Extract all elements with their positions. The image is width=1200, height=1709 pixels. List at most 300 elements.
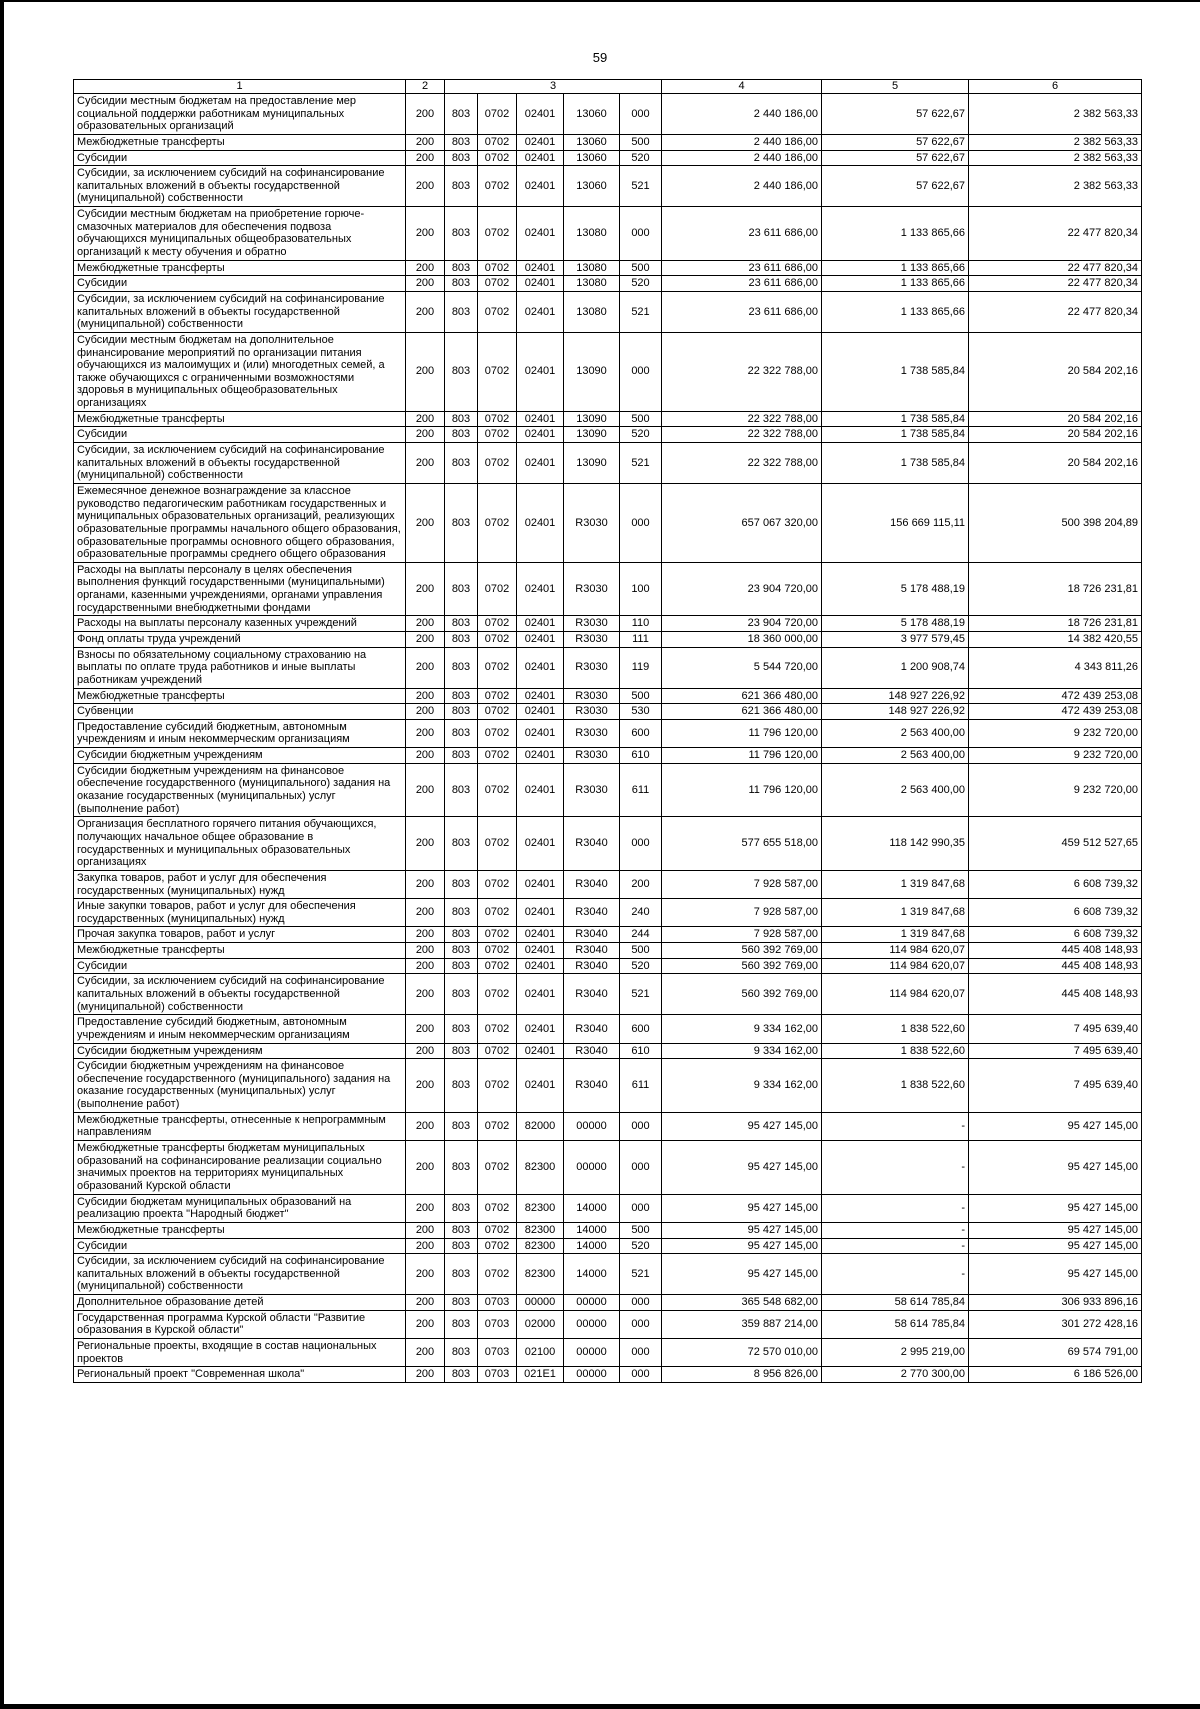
expense-type-code: 000 (620, 1112, 662, 1140)
expense-type-code: 521 (620, 974, 662, 1015)
row-name: Фонд оплаты труда учреждений (74, 631, 406, 647)
section-code: 803 (445, 94, 478, 135)
table-row (74, 974, 1142, 1015)
expense-type-code: 611 (620, 1059, 662, 1113)
remaining-amount: 7 495 639,40 (969, 1059, 1142, 1113)
approved-amount: 621 366 480,00 (662, 688, 822, 704)
remaining-amount: 472 439 253,08 (969, 704, 1142, 720)
approved-amount: 577 655 518,00 (662, 817, 822, 871)
expense-type-code: 000 (620, 1310, 662, 1338)
approved-amount: 560 392 769,00 (662, 943, 822, 959)
program-code: 02401 (517, 94, 564, 135)
column-header-5: 5 (822, 80, 969, 94)
section-code: 803 (445, 631, 478, 647)
table-row (74, 1238, 1142, 1254)
expense-type-code: 530 (620, 704, 662, 720)
admin-code: 200 (406, 1295, 445, 1311)
admin-code: 200 (406, 1059, 445, 1113)
direction-code: 00000 (564, 1367, 620, 1383)
expense-type-code: 500 (620, 1222, 662, 1238)
approved-amount: 2 440 186,00 (662, 94, 822, 135)
admin-code: 200 (406, 1222, 445, 1238)
executed-amount: 2 770 300,00 (822, 1367, 969, 1383)
row-name: Межбюджетные трансферты (74, 943, 406, 959)
row-name: Субсидии бюджетным учреждениям на финансовое обеспечение государственного (муниципального) задания на оказание государственных (муниципальных) услуг (выполнение работ) (74, 763, 406, 817)
subsection-code: 0702 (478, 688, 517, 704)
remaining-amount: 2 382 563,33 (969, 166, 1142, 207)
admin-code: 200 (406, 134, 445, 150)
table-row (74, 631, 1142, 647)
program-code: 02401 (517, 207, 564, 261)
section-code: 803 (445, 1254, 478, 1295)
table-row (74, 763, 1142, 817)
program-code: 02401 (517, 291, 564, 332)
scan-border-left (0, 0, 4, 1709)
section-code: 803 (445, 1295, 478, 1311)
row-name: Ежемесячное денежное вознаграждение за классное руководство педагогическим работникам государственных и муниципальных образовательных организаций, реализующих образовательные программы начального общего образования, образовательные программы основного общего образования, образовательные программы среднего общего образования (74, 483, 406, 562)
row-name: Иные закупки товаров, работ и услуг для обеспечения государственных (муниципальных) нужд (74, 899, 406, 927)
approved-amount: 95 427 145,00 (662, 1238, 822, 1254)
subsection-code: 0702 (478, 927, 517, 943)
executed-amount: 58 614 785,84 (822, 1295, 969, 1311)
executed-amount: 1 319 847,68 (822, 927, 969, 943)
scan-border-top (0, 0, 1200, 2)
approved-amount: 2 440 186,00 (662, 166, 822, 207)
section-code: 803 (445, 427, 478, 443)
table-row (74, 260, 1142, 276)
table-row (74, 943, 1142, 959)
row-name: Субсидии, за исключением субсидий на софинансирование капитальных вложений в объекты государственной (муниципальной) собственности (74, 166, 406, 207)
executed-amount: 148 927 226,92 (822, 704, 969, 720)
row-name: Субсидии бюджетным учреждениям (74, 748, 406, 764)
subsection-code: 0703 (478, 1310, 517, 1338)
row-name: Субсидии, за исключением субсидий на софинансирование капитальных вложений в объекты государственной (муниципальной) собственности (74, 291, 406, 332)
row-name: Субсидии, за исключением субсидий на софинансирование капитальных вложений в объекты государственной (муниципальной) собственности (74, 1254, 406, 1295)
table-row (74, 166, 1142, 207)
executed-amount: 1 838 522,60 (822, 1059, 969, 1113)
admin-code: 200 (406, 150, 445, 166)
approved-amount: 23 611 686,00 (662, 207, 822, 261)
approved-amount: 22 322 788,00 (662, 411, 822, 427)
direction-code: R3040 (564, 1043, 620, 1059)
executed-amount: - (822, 1141, 969, 1195)
expense-type-code: 100 (620, 562, 662, 616)
section-code: 803 (445, 927, 478, 943)
expense-type-code: 520 (620, 1238, 662, 1254)
program-code: 02401 (517, 260, 564, 276)
direction-code: R3030 (564, 483, 620, 562)
direction-code: 00000 (564, 1112, 620, 1140)
section-code: 803 (445, 134, 478, 150)
program-code: 02401 (517, 704, 564, 720)
remaining-amount: 22 477 820,34 (969, 276, 1142, 292)
approved-amount: 7 928 587,00 (662, 927, 822, 943)
approved-amount: 657 067 320,00 (662, 483, 822, 562)
section-code: 803 (445, 958, 478, 974)
section-code: 803 (445, 763, 478, 817)
program-code: 02401 (517, 1015, 564, 1043)
admin-code: 200 (406, 719, 445, 747)
subsection-code: 0702 (478, 443, 517, 484)
table-row (74, 1015, 1142, 1043)
expense-type-code: 000 (620, 207, 662, 261)
direction-code: 14000 (564, 1238, 620, 1254)
row-name: Субсидии (74, 1238, 406, 1254)
executed-amount: 57 622,67 (822, 150, 969, 166)
expense-type-code: 520 (620, 958, 662, 974)
section-code: 803 (445, 562, 478, 616)
row-name: Субсидии бюджетным учреждениям на финансовое обеспечение государственного (муниципального) задания на оказание государственных (муниципальных) услуг (выполнение работ) (74, 1059, 406, 1113)
admin-code: 200 (406, 817, 445, 871)
subsection-code: 0702 (478, 719, 517, 747)
executed-amount: 1 200 908,74 (822, 647, 969, 688)
subsection-code: 0702 (478, 1222, 517, 1238)
direction-code: R3030 (564, 562, 620, 616)
program-code: 02401 (517, 1059, 564, 1113)
table-row (74, 134, 1142, 150)
admin-code: 200 (406, 1015, 445, 1043)
section-code: 803 (445, 817, 478, 871)
section-code: 803 (445, 943, 478, 959)
row-name: Межбюджетные трансферты бюджетам муниципальных образований на софинансирование реализации социально значимых проектов на территориях муниципальных образований Курской области (74, 1141, 406, 1195)
executed-amount: 1 319 847,68 (822, 870, 969, 898)
executed-amount: 2 995 219,00 (822, 1339, 969, 1367)
direction-code: R3040 (564, 927, 620, 943)
expense-type-code: 000 (620, 1194, 662, 1222)
column-header-2: 2 (406, 80, 445, 94)
direction-code: R3040 (564, 1015, 620, 1043)
direction-code: 13060 (564, 94, 620, 135)
expense-type-code: 119 (620, 647, 662, 688)
admin-code: 200 (406, 1339, 445, 1367)
admin-code: 200 (406, 1238, 445, 1254)
executed-amount: 58 614 785,84 (822, 1310, 969, 1338)
remaining-amount: 95 427 145,00 (969, 1112, 1142, 1140)
program-code: 02401 (517, 134, 564, 150)
remaining-amount: 2 382 563,33 (969, 134, 1142, 150)
row-name: Организация бесплатного горячего питания обучающихся, получающих начальное общее образование в государственных и муниципальных образовательных организациях (74, 817, 406, 871)
subsection-code: 0702 (478, 427, 517, 443)
expense-type-code: 000 (620, 94, 662, 135)
direction-code: R3040 (564, 899, 620, 927)
subsection-code: 0702 (478, 1254, 517, 1295)
row-name: Субсидии (74, 427, 406, 443)
program-code: 02401 (517, 616, 564, 632)
subsection-code: 0702 (478, 647, 517, 688)
admin-code: 200 (406, 1112, 445, 1140)
remaining-amount: 306 933 896,16 (969, 1295, 1142, 1311)
subsection-code: 0702 (478, 260, 517, 276)
expense-type-code: 111 (620, 631, 662, 647)
expense-type-code: 200 (620, 870, 662, 898)
subsection-code: 0702 (478, 616, 517, 632)
section-code: 803 (445, 704, 478, 720)
approved-amount: 18 360 000,00 (662, 631, 822, 647)
direction-code: 00000 (564, 1310, 620, 1338)
direction-code: 14000 (564, 1194, 620, 1222)
subsection-code: 0702 (478, 1238, 517, 1254)
admin-code: 200 (406, 688, 445, 704)
program-code: 02401 (517, 443, 564, 484)
admin-code: 200 (406, 1043, 445, 1059)
direction-code: 13080 (564, 291, 620, 332)
direction-code: R3040 (564, 974, 620, 1015)
remaining-amount: 6 608 739,32 (969, 899, 1142, 927)
remaining-amount: 95 427 145,00 (969, 1194, 1142, 1222)
expense-type-code: 240 (620, 899, 662, 927)
admin-code: 200 (406, 166, 445, 207)
approved-amount: 11 796 120,00 (662, 763, 822, 817)
approved-amount: 7 928 587,00 (662, 870, 822, 898)
direction-code: R3040 (564, 958, 620, 974)
expense-type-code: 000 (620, 483, 662, 562)
row-name: Субсидии бюджетным учреждениям (74, 1043, 406, 1059)
section-code: 803 (445, 1015, 478, 1043)
section-code: 803 (445, 443, 478, 484)
executed-amount: 1 133 865,66 (822, 291, 969, 332)
remaining-amount: 22 477 820,34 (969, 207, 1142, 261)
remaining-amount: 7 495 639,40 (969, 1015, 1142, 1043)
admin-code: 200 (406, 1141, 445, 1195)
subsection-code: 0702 (478, 134, 517, 150)
approved-amount: 5 544 720,00 (662, 647, 822, 688)
column-number-row (74, 80, 1142, 94)
admin-code: 200 (406, 443, 445, 484)
approved-amount: 365 548 682,00 (662, 1295, 822, 1311)
expense-type-code: 611 (620, 763, 662, 817)
section-code: 803 (445, 332, 478, 411)
approved-amount: 11 796 120,00 (662, 719, 822, 747)
program-code: 02401 (517, 427, 564, 443)
executed-amount: 1 838 522,60 (822, 1043, 969, 1059)
admin-code: 200 (406, 870, 445, 898)
program-code: 02401 (517, 870, 564, 898)
program-code: 02401 (517, 276, 564, 292)
table-row (74, 276, 1142, 292)
program-code: 82300 (517, 1254, 564, 1295)
approved-amount: 95 427 145,00 (662, 1222, 822, 1238)
table-row (74, 616, 1142, 632)
expense-type-code: 521 (620, 443, 662, 484)
row-name: Взносы по обязательному социальному страхованию на выплаты по оплате труда работников и иные выплаты работникам учреждений (74, 647, 406, 688)
table-row (74, 1059, 1142, 1113)
table-row (74, 483, 1142, 562)
table-row (74, 647, 1142, 688)
remaining-amount: 6 608 739,32 (969, 870, 1142, 898)
executed-amount: - (822, 1238, 969, 1254)
remaining-amount: 20 584 202,16 (969, 332, 1142, 411)
subsection-code: 0702 (478, 562, 517, 616)
budget-table (73, 79, 1142, 1383)
table-row (74, 719, 1142, 747)
row-name: Субсидии местным бюджетам на дополнительное финансирование мероприятий по организации питания обучающихся из малоимущих и (или) многодетных семей, а также обучающихся с ограниченными возможностями здоровья в муниципальных общеобразовательных организациях (74, 332, 406, 411)
admin-code: 200 (406, 260, 445, 276)
program-code: 82300 (517, 1222, 564, 1238)
column-header-1: 1 (74, 80, 406, 94)
section-code: 803 (445, 974, 478, 1015)
admin-code: 200 (406, 748, 445, 764)
subsection-code: 0703 (478, 1339, 517, 1367)
subsection-code: 0702 (478, 1059, 517, 1113)
row-name: Субсидии местным бюджетам на предоставление мер социальной поддержки работникам муниципальных образовательных организаций (74, 94, 406, 135)
table-row (74, 704, 1142, 720)
program-code: 02401 (517, 411, 564, 427)
scan-border-bottom (0, 1704, 1200, 1709)
admin-code: 200 (406, 631, 445, 647)
remaining-amount: 22 477 820,34 (969, 260, 1142, 276)
admin-code: 200 (406, 94, 445, 135)
program-code: 02401 (517, 943, 564, 959)
table-row (74, 94, 1142, 135)
table-row (74, 291, 1142, 332)
table-row (74, 207, 1142, 261)
subsection-code: 0702 (478, 207, 517, 261)
remaining-amount: 22 477 820,34 (969, 291, 1142, 332)
subsection-code: 0702 (478, 974, 517, 1015)
row-name: Государственная программа Курской области "Развитие образования в Курской области" (74, 1310, 406, 1338)
section-code: 803 (445, 411, 478, 427)
table-row (74, 443, 1142, 484)
row-name: Субсидии, за исключением субсидий на софинансирование капитальных вложений в объекты государственной (муниципальной) собственности (74, 974, 406, 1015)
admin-code: 200 (406, 943, 445, 959)
remaining-amount: 20 584 202,16 (969, 443, 1142, 484)
subsection-code: 0702 (478, 1112, 517, 1140)
admin-code: 200 (406, 1367, 445, 1383)
direction-code: 13090 (564, 332, 620, 411)
expense-type-code: 500 (620, 260, 662, 276)
program-code: 021E1 (517, 1367, 564, 1383)
direction-code: 13080 (564, 260, 620, 276)
subsection-code: 0702 (478, 276, 517, 292)
remaining-amount: 18 726 231,81 (969, 562, 1142, 616)
program-code: 02401 (517, 748, 564, 764)
subsection-code: 0702 (478, 411, 517, 427)
section-code: 803 (445, 150, 478, 166)
program-code: 02401 (517, 899, 564, 927)
direction-code: R3030 (564, 704, 620, 720)
table-row (74, 427, 1142, 443)
executed-amount: 5 178 488,19 (822, 562, 969, 616)
section-code: 803 (445, 207, 478, 261)
admin-code: 200 (406, 647, 445, 688)
expense-type-code: 000 (620, 332, 662, 411)
table-row (74, 1194, 1142, 1222)
section-code: 803 (445, 748, 478, 764)
section-code: 803 (445, 719, 478, 747)
executed-amount: 57 622,67 (822, 94, 969, 135)
admin-code: 200 (406, 616, 445, 632)
executed-amount: 1 838 522,60 (822, 1015, 969, 1043)
remaining-amount: 95 427 145,00 (969, 1222, 1142, 1238)
expense-type-code: 500 (620, 943, 662, 959)
approved-amount: 95 427 145,00 (662, 1112, 822, 1140)
executed-amount: 5 178 488,19 (822, 616, 969, 632)
executed-amount: - (822, 1222, 969, 1238)
executed-amount: - (822, 1194, 969, 1222)
column-header-3: 3 (445, 80, 662, 94)
row-name: Дополнительное образование детей (74, 1295, 406, 1311)
row-name: Межбюджетные трансферты (74, 260, 406, 276)
direction-code: 13080 (564, 207, 620, 261)
section-code: 803 (445, 1222, 478, 1238)
row-name: Предоставление субсидий бюджетным, автономным учреждениям и иным некоммерческим организациям (74, 1015, 406, 1043)
program-code: 02401 (517, 562, 564, 616)
subsection-code: 0702 (478, 631, 517, 647)
expense-type-code: 244 (620, 927, 662, 943)
approved-amount: 2 440 186,00 (662, 150, 822, 166)
table-row (74, 1339, 1142, 1367)
subsection-code: 0702 (478, 291, 517, 332)
row-name: Предоставление субсидий бюджетным, автономным учреждениям и иным некоммерческим организациям (74, 719, 406, 747)
row-name: Региональный проект "Современная школа" (74, 1367, 406, 1383)
admin-code: 200 (406, 1254, 445, 1295)
approved-amount: 22 322 788,00 (662, 443, 822, 484)
approved-amount: 23 611 686,00 (662, 276, 822, 292)
approved-amount: 621 366 480,00 (662, 704, 822, 720)
remaining-amount: 445 408 148,93 (969, 943, 1142, 959)
approved-amount: 72 570 010,00 (662, 1339, 822, 1367)
table-row (74, 411, 1142, 427)
remaining-amount: 301 272 428,16 (969, 1310, 1142, 1338)
expense-type-code: 600 (620, 719, 662, 747)
admin-code: 200 (406, 927, 445, 943)
subsection-code: 0703 (478, 1367, 517, 1383)
expense-type-code: 000 (620, 1295, 662, 1311)
remaining-amount: 18 726 231,81 (969, 616, 1142, 632)
remaining-amount: 6 608 739,32 (969, 927, 1142, 943)
program-code: 02401 (517, 631, 564, 647)
program-code: 82300 (517, 1194, 564, 1222)
program-code: 02401 (517, 150, 564, 166)
remaining-amount: 95 427 145,00 (969, 1141, 1142, 1195)
direction-code: 13090 (564, 443, 620, 484)
section-code: 803 (445, 1059, 478, 1113)
section-code: 803 (445, 1339, 478, 1367)
column-header-4: 4 (662, 80, 822, 94)
direction-code: 00000 (564, 1339, 620, 1367)
subsection-code: 0702 (478, 166, 517, 207)
row-name: Региональные проекты, входящие в состав национальных проектов (74, 1339, 406, 1367)
program-code: 02401 (517, 1043, 564, 1059)
row-name: Расходы на выплаты персоналу казенных учреждений (74, 616, 406, 632)
program-code: 02401 (517, 483, 564, 562)
expense-type-code: 521 (620, 1254, 662, 1295)
program-code: 82300 (517, 1238, 564, 1254)
admin-code: 200 (406, 562, 445, 616)
subsection-code: 0702 (478, 943, 517, 959)
row-name: Субсидии (74, 276, 406, 292)
approved-amount: 23 904 720,00 (662, 562, 822, 616)
remaining-amount: 6 186 526,00 (969, 1367, 1142, 1383)
admin-code: 200 (406, 1310, 445, 1338)
expense-type-code: 520 (620, 150, 662, 166)
expense-type-code: 000 (620, 1367, 662, 1383)
expense-type-code: 520 (620, 276, 662, 292)
section-code: 803 (445, 616, 478, 632)
executed-amount: 1 133 865,66 (822, 260, 969, 276)
executed-amount: 148 927 226,92 (822, 688, 969, 704)
section-code: 803 (445, 1238, 478, 1254)
row-name: Субсидии бюджетам муниципальных образований на реализацию проекта "Народный бюджет" (74, 1194, 406, 1222)
table-row (74, 1222, 1142, 1238)
program-code: 02401 (517, 763, 564, 817)
table-row (74, 332, 1142, 411)
admin-code: 200 (406, 411, 445, 427)
subsection-code: 0702 (478, 748, 517, 764)
executed-amount: 1 738 585,84 (822, 443, 969, 484)
remaining-amount: 9 232 720,00 (969, 763, 1142, 817)
direction-code: R3040 (564, 943, 620, 959)
